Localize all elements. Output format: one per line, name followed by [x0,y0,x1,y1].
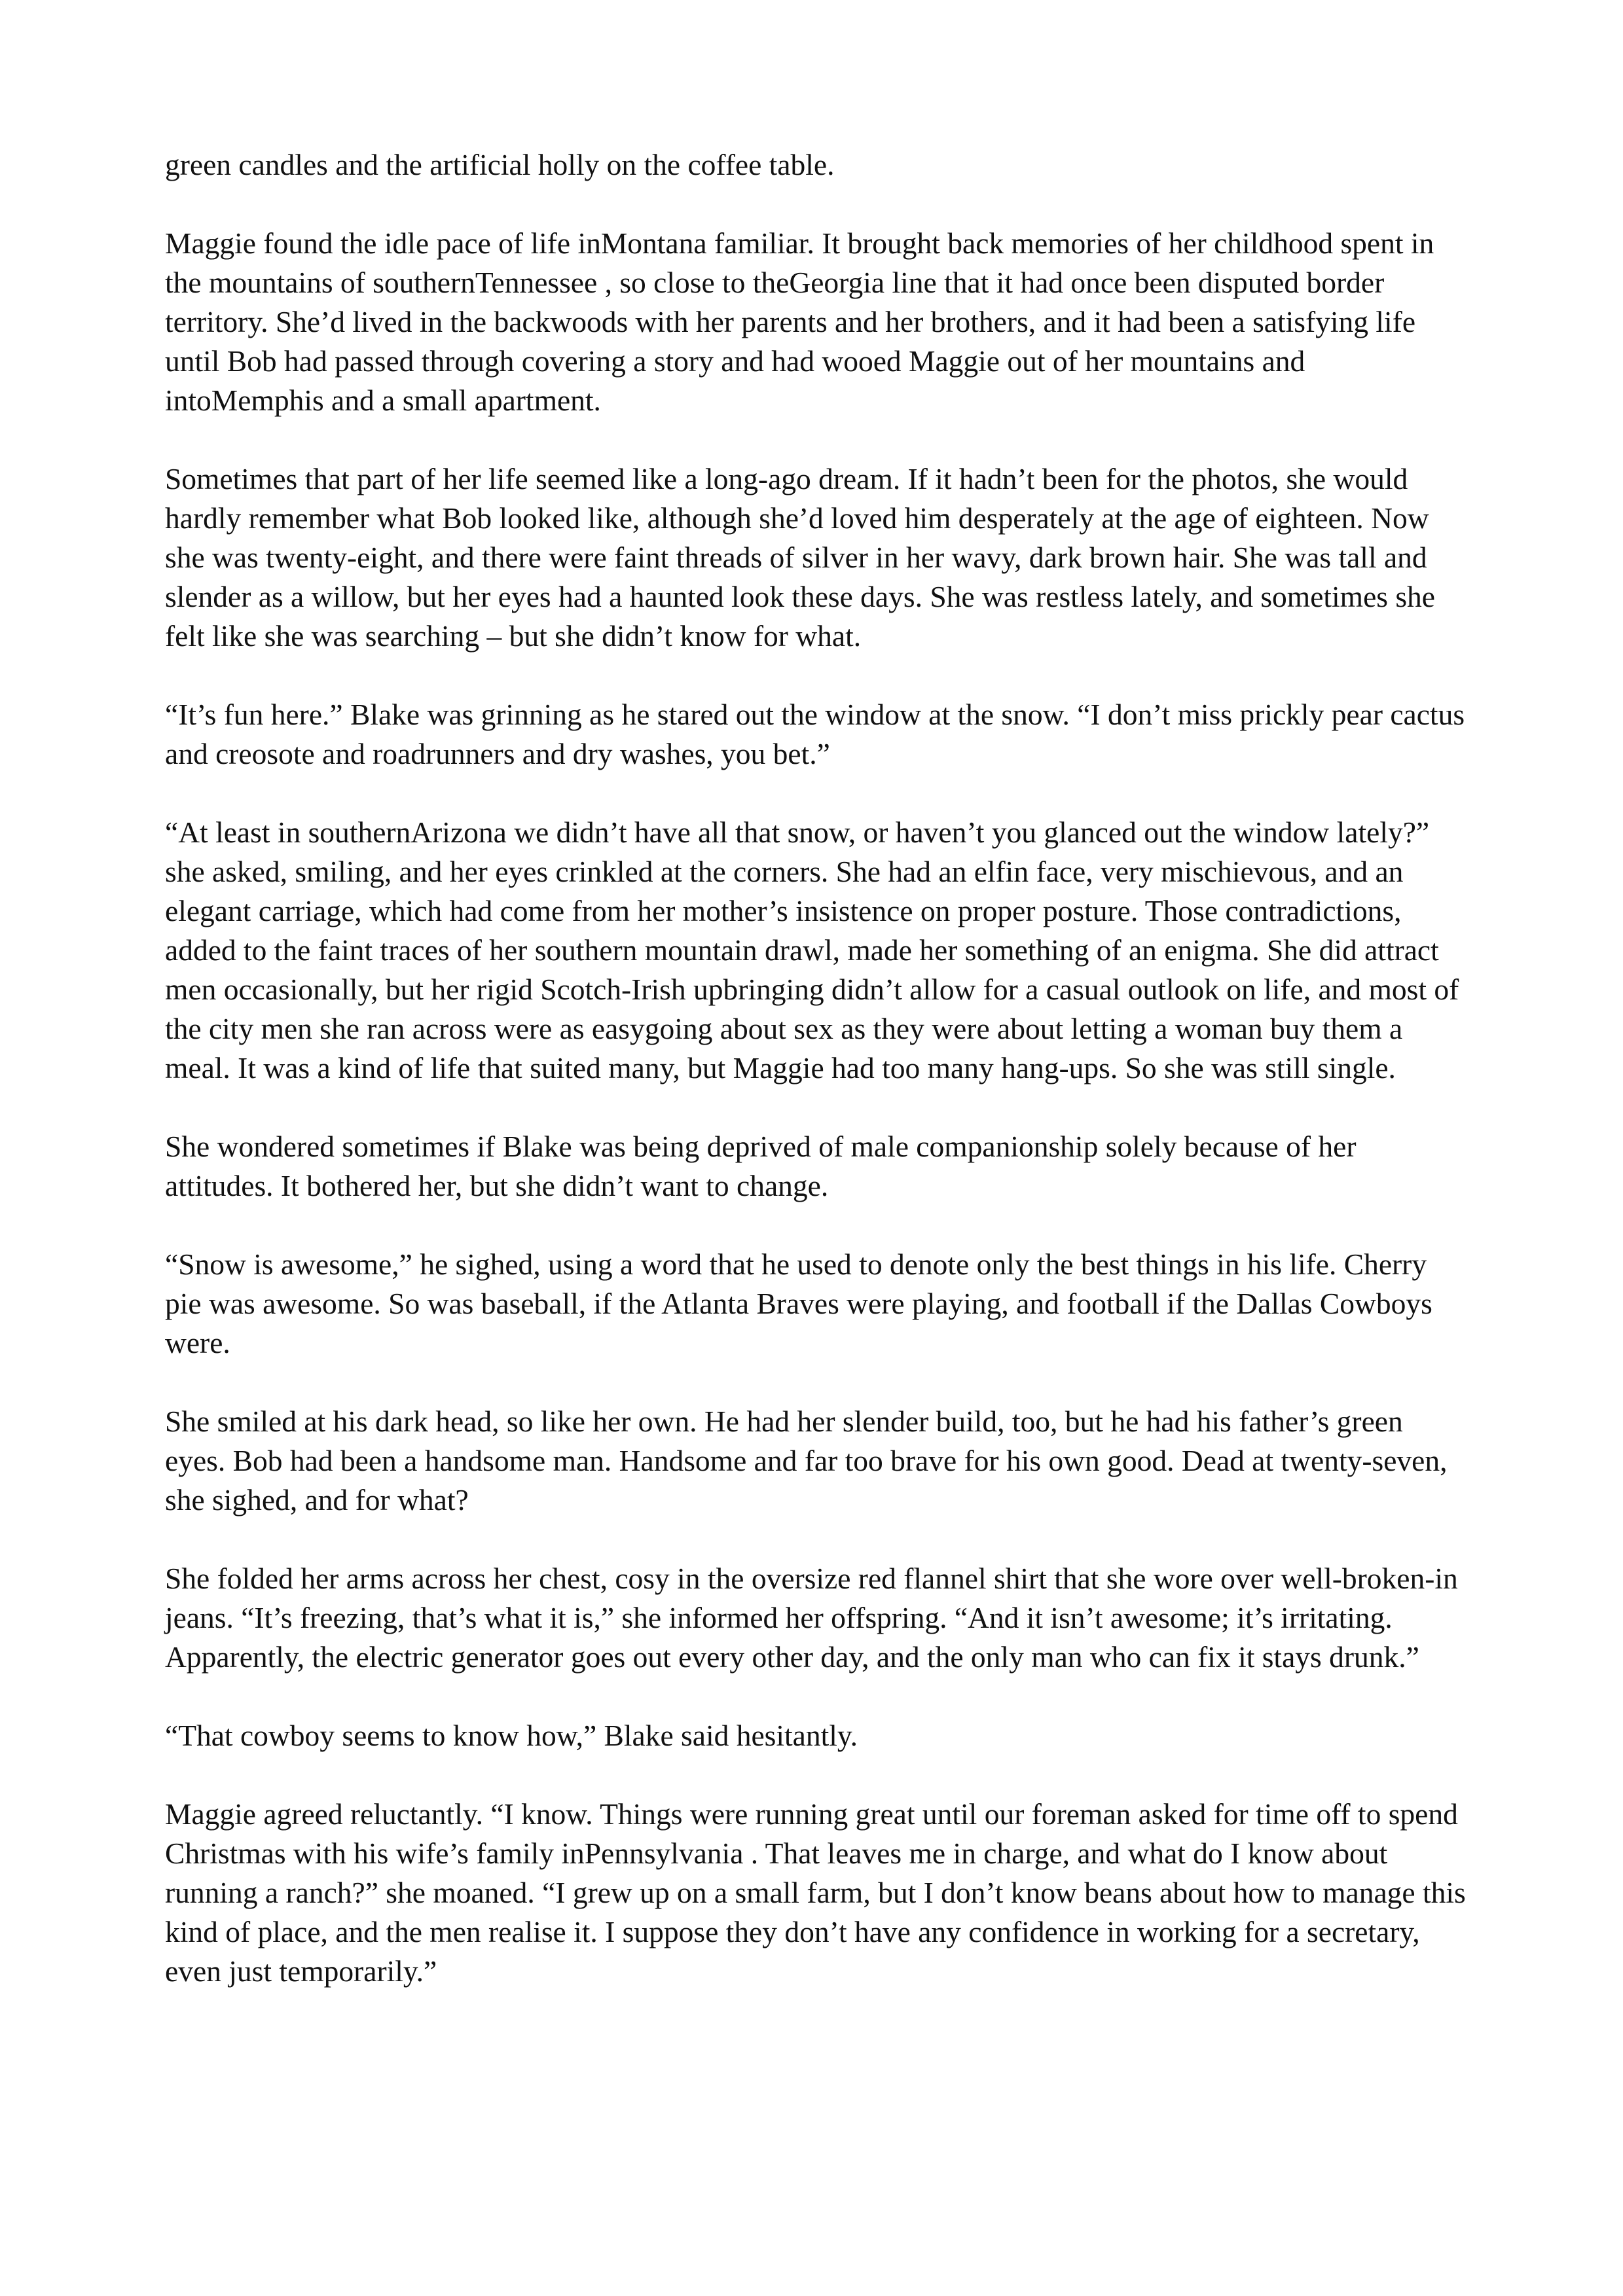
paragraph: Sometimes that part of her life seemed like a long-ago dream. If it hadn’t been for the photos, she would hardly remember what Bob looked like, although she’d loved him desperately at the age of eighteen. Now she was twenty-eight, and there were faint threads of silver in her wavy, dark brown hair. She was tall and slender as a willow, but her eyes had a haunted look these days. She was restless lately, and sometimes she felt like she was searching – but she didn’t know for what. [165,462,1435,653]
paragraph: “It’s fun here.” Blake was grinning as he stared out the window at the snow. “I don’t miss prickly pear cactus and creosote and roadrunners and dry washes, you bet.” [165,698,1465,770]
paragraph: “At least in southernArizona we didn’t have all that snow, or haven’t you glanced out the window lately?” she asked, smiling, and her eyes crinkled at the corners. She had an elfin face, very mischievous, and an elegant carriage, which had come from her mother’s insistence on proper posture. Those contradictions, added to the faint traces of her southern mountain drawl, made her something of an enigma. She did attract men occasionally, but her rigid Scotch-Irish upbringing didn’t allow for a casual outlook on life, and most of the city men she ran across were as easygoing about sex as they were about letting a woman buy them a meal. It was a kind of life that suited many, but Maggie had too many hang-ups. So she was still single. [165,816,1459,1085]
paragraph: She wondered sometimes if Blake was being deprived of male companionship solely because of her attitudes. It bothered her, but she didn’t want to change. [165,1130,1357,1202]
paragraph: She folded her arms across her chest, cosy in the oversize red flannel shirt that she wore over well-broken-in jeans. “It’s freezing, that’s what it is,” she informed her offspring. “And it isn’t awesome; it’s irritating. Apparently, the electric generator goes out every other day, and the only man who can fix it stays drunk.” [165,1562,1458,1674]
paragraph: Maggie found the idle pace of life inMontana familiar. It brought back memories of her childhood spent in the mountains of southernTennessee , so close to theGeorgia line that it had once been disputed border territory. She’d lived in the backwoods with her parents and her brothers, and it had been a satisfying life until Bob had passed through covering a story and had wooed Maggie out of her mountains and intoMemphis and a small apartment. [165,226,1434,417]
paragraph: Maggie agreed reluctantly. “I know. Things were running great until our foreman asked for time off to spend Christmas with his wife’s family inPennsylvania . That leaves me in charge, and what do I know about running a ranch?” she moaned. “I grew up on a small farm, but I don’t know beans about how to manage this kind of place, and the men realise it. I suppose they don’t have any confidence in working for a secretary, even just temporarily.” [165,1797,1466,1988]
paragraph: “That cowboy seems to know how,” Blake said hesitantly. [165,1719,858,1752]
paragraph: She smiled at his dark head, so like her own. He had her slender build, too, but he had his father’s green eyes. Bob had been a handsome man. Handsome and far too brave for his own good. Dead at twenty-seven, she sighed, and for what? [165,1405,1448,1516]
document-body [165,145,1468,1991]
paragraph: green candles and the artificial holly on the coffee table. [165,148,835,181]
paragraph: “Snow is awesome,” he sighed, using a word that he used to denote only the best things in his life. Cherry pie was awesome. So was baseball, if the Atlanta Braves were playing, and football if the Dallas Cowboys were. [165,1247,1432,1359]
